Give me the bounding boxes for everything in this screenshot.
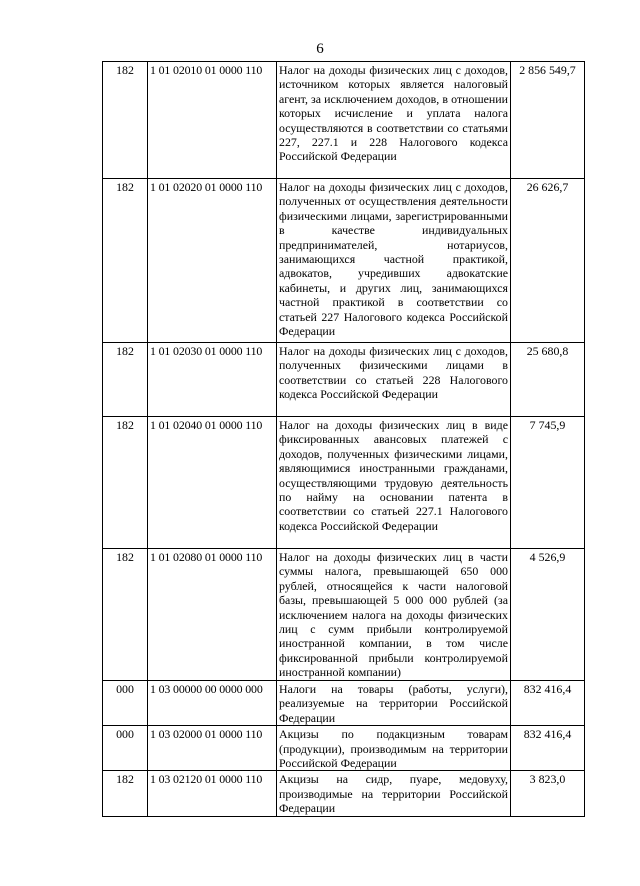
table-row bbox=[103, 179, 585, 343]
revenue-table bbox=[102, 61, 585, 817]
admin-code-cell: 182 bbox=[103, 343, 148, 417]
table-row bbox=[103, 62, 585, 179]
budget-code-cell: 1 01 02020 01 0000 110 bbox=[148, 179, 277, 343]
amount-cell: 26 626,7 bbox=[511, 179, 585, 343]
budget-code-cell: 1 01 02040 01 0000 110 bbox=[148, 417, 277, 549]
budget-code-cell: 1 01 02030 01 0000 110 bbox=[148, 343, 277, 417]
budget-code-cell: 1 03 02000 01 0000 110 bbox=[148, 726, 277, 771]
revenue-name-cell: Акцизы по подакцизным товарам (продукции), производимым на территории Российской Федерации bbox=[277, 726, 511, 771]
revenue-name-cell: Налог на доходы физических лиц с доходов, полученных от осуществления деятельности физическими лицами, зарегистрированными в качестве индивидуальных предпринимателей, нотариусов, занимающихся частной практикой, адвокатов, учредивших адвокатские кабинеты, и других лиц, занимающихся частной практикой в соответствии со статьей 227 Налогового кодекса Российской Федерации bbox=[277, 179, 511, 343]
table-row bbox=[103, 343, 585, 417]
table-row bbox=[103, 726, 585, 771]
revenue-name-cell: Налог на доходы физических лиц с доходов, источником которых является налоговый агент, за исключением доходов, в отношении которых исчисление и уплата налога осуществляются в соответствии со статьями 227, 227.1 и 228 Налогового кодекса Российской Федерации bbox=[277, 62, 511, 179]
revenue-name-cell: Налог на доходы физических лиц в виде фиксированных авансовых платежей с доходов, полученных физическими лицами, являющимися иностранными гражданами, осуществляющими трудовую деятельность по найму на основании патента в соответствии со статьей 227.1 Налогового кодекса Российской Федерации bbox=[277, 417, 511, 549]
revenue-table-body bbox=[103, 62, 585, 817]
amount-cell: 832 416,4 bbox=[511, 726, 585, 771]
admin-code-cell: 182 bbox=[103, 771, 148, 817]
admin-code-cell: 182 bbox=[103, 549, 148, 681]
table-row bbox=[103, 681, 585, 726]
amount-cell: 832 416,4 bbox=[511, 681, 585, 726]
revenue-name-cell: Акцизы на сидр, пуаре, медовуху, производимые на территории Российской Федерации bbox=[277, 771, 511, 817]
revenue-name-cell: Налоги на товары (работы, услуги), реализуемые на территории Российской Федерации bbox=[277, 681, 511, 726]
amount-cell: 4 526,9 bbox=[511, 549, 585, 681]
budget-code-cell: 1 03 02120 01 0000 110 bbox=[148, 771, 277, 817]
admin-code-cell: 000 bbox=[103, 726, 148, 771]
budget-code-cell: 1 01 02010 01 0000 110 bbox=[148, 62, 277, 179]
revenue-name-cell: Налог на доходы физических лиц с доходов, полученных физическими лицами в соответствии со статьей 228 Налогового кодекса Российской Федерации bbox=[277, 343, 511, 417]
budget-code-cell: 1 01 02080 01 0000 110 bbox=[148, 549, 277, 681]
table-row bbox=[103, 417, 585, 549]
admin-code-cell: 182 bbox=[103, 417, 148, 549]
page-number: 6 bbox=[316, 41, 324, 57]
admin-code-cell: 182 bbox=[103, 179, 148, 343]
table-row bbox=[103, 771, 585, 817]
admin-code-cell: 182 bbox=[103, 62, 148, 179]
budget-code-cell: 1 03 00000 00 0000 000 bbox=[148, 681, 277, 726]
revenue-name-cell: Налог на доходы физических лиц в части суммы налога, превышающей 650 000 рублей, относящейся к части налоговой базы, превышающей 5 000 000 рублей (за исключением налога на доходы физических лиц с сумм прибыли контролируемой иностранной компании, в том числе фиксированной прибыли контролируемой иностранной компании) bbox=[277, 549, 511, 681]
amount-cell: 3 823,0 bbox=[511, 771, 585, 817]
admin-code-cell: 000 bbox=[103, 681, 148, 726]
table-row bbox=[103, 549, 585, 681]
amount-cell: 2 856 549,7 bbox=[511, 62, 585, 179]
amount-cell: 7 745,9 bbox=[511, 417, 585, 549]
amount-cell: 25 680,8 bbox=[511, 343, 585, 417]
